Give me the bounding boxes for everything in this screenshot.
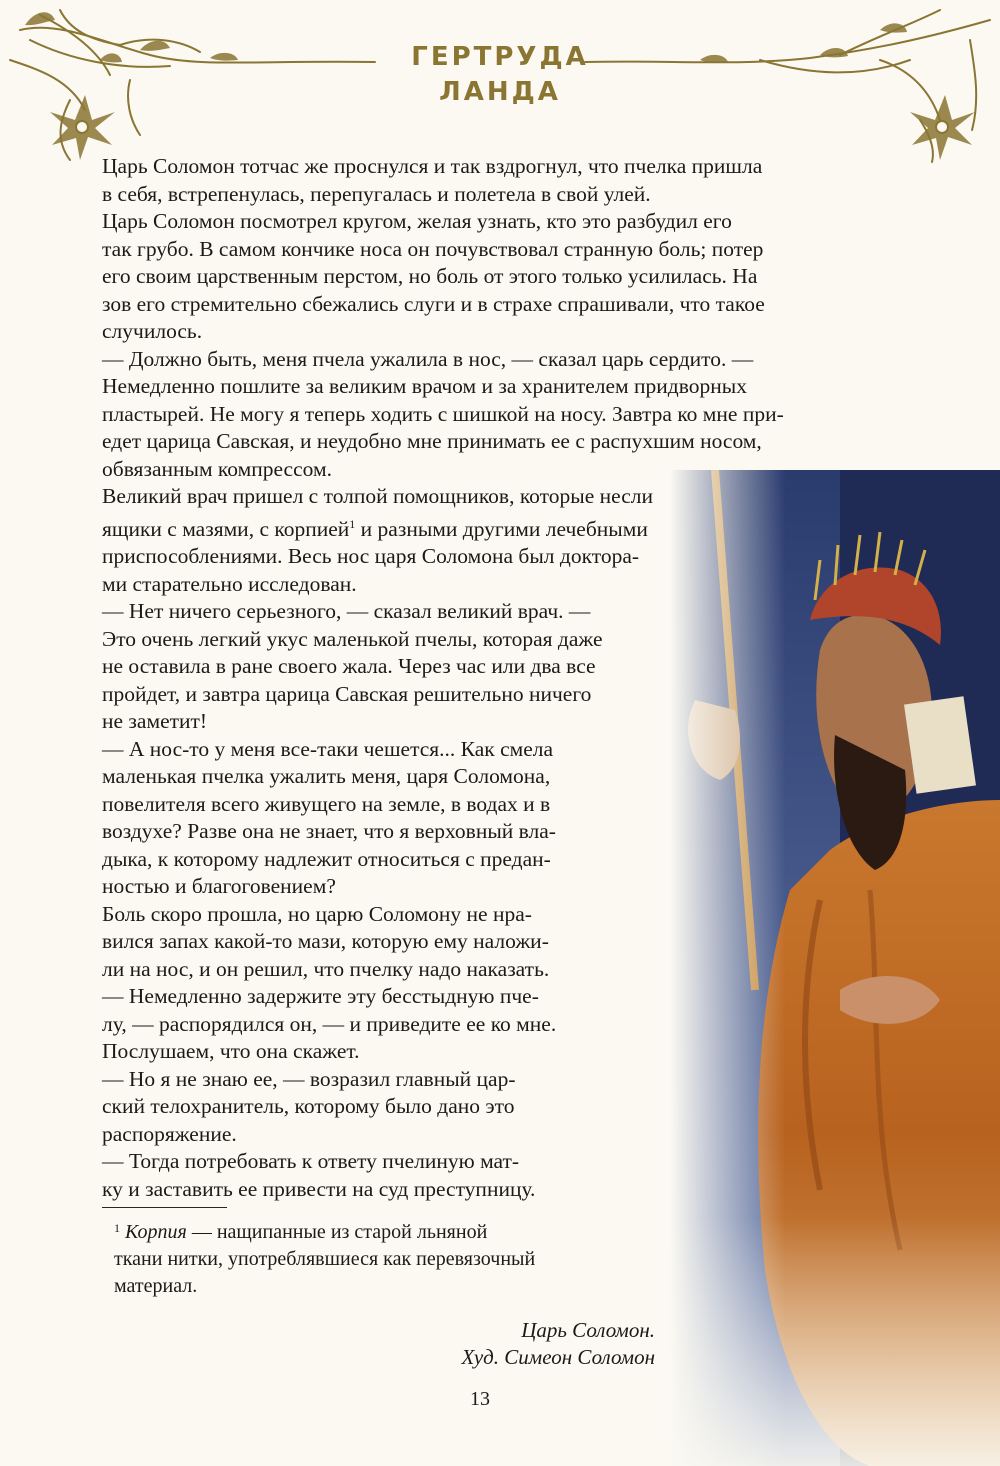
footnote-divider: [102, 1207, 227, 1208]
footnote-line: материал.: [114, 1275, 198, 1297]
text-line: — Тогда потребовать к ответу пчелиную мат-: [102, 1149, 520, 1173]
footnote-term: Корпия: [125, 1221, 187, 1243]
paragraph-9: [102, 1066, 687, 1149]
text-line: Это очень легкий укус маленькой пчелы, которая даже: [102, 626, 603, 651]
page-number: 13: [470, 1388, 490, 1410]
text-line: Боль скоро прошла, но царю Соломону не нра-: [102, 901, 532, 926]
illustration-caption: [462, 1317, 655, 1371]
text-line: его своим царственным перстом, но боль от этого только усилилась. На: [102, 264, 758, 288]
footnote-line: ткани нитки, употреблявшиеся как перевязочный: [114, 1248, 536, 1270]
text-line: — Нет ничего серьезного, — сказал великий врач. —: [102, 599, 591, 623]
text-line: маленькая пчелка ужалить меня, царя Соломона,: [102, 764, 551, 788]
text-line: так грубо. В самом кончике носа он почувствовал странную боль; потер: [102, 236, 764, 261]
text-line: ский телохранитель, которому было дано это: [102, 1094, 515, 1118]
text-line: в себя, встрепенулась, перепугалась и полетела в свой улей.: [102, 181, 651, 206]
text-line: зов его стремительно сбежались слуги и в страхе спрашивали, что такое: [102, 291, 765, 316]
text-line: Немедленно пошлите за великим врачом и за хранителем придворных: [102, 374, 747, 398]
text-line-start: ящики с мазями, с корпией: [102, 516, 350, 541]
text-line-end: и разными другими лечебными: [355, 516, 648, 541]
text-line: Царь Соломон посмотрел кругом, желая узнать, кто это разбудил его: [102, 209, 732, 233]
text-line: приспособлениями. Весь нос царя Соломона был доктора-: [102, 544, 640, 568]
footnote-definition: — нащипанные из старой льняной: [186, 1221, 488, 1243]
text-line: пройдет, и завтра царица Савская решительно ничего: [102, 681, 592, 706]
text-line: дыка, к которому надлежит относиться с предан-: [102, 846, 551, 871]
text-line: едет царица Савская, и неудобно мне принимать ее с распухшим носом,: [102, 429, 762, 453]
text-line: Послушаем, что она скажет.: [102, 1039, 360, 1063]
text-line: — Должно быть, меня пчела ужалила в нос, — сказал царь сердито. —: [102, 346, 754, 371]
paragraph-6: [102, 736, 687, 901]
text-line: повелителя всего живущего на земле, в водах и в: [102, 791, 551, 816]
text-line: ностью и благоговением?: [102, 874, 336, 898]
caption-artist: Худ. Симеон Соломон: [461, 1345, 655, 1369]
header-title-line1: ГЕРТРУДА: [411, 42, 589, 72]
paragraph-8: [102, 983, 687, 1066]
text-line: обвязанным компрессом.: [102, 456, 332, 481]
header-title-line2: ЛАНДА: [439, 77, 561, 108]
text-line: Великий врач пришел с толпой помощников, которые несли: [102, 484, 653, 508]
text-line: [102, 511, 687, 544]
paragraph-4: [102, 483, 687, 598]
text-line: — А нос-то у меня все-таки чешется... Как смела: [102, 736, 554, 761]
text-line: воздухе? Разве она не знает, что я верховный вла-: [102, 819, 556, 843]
floral-ornament-left-icon: [0, 0, 380, 165]
text-line: ку и заставить ее привести на суд преступницу.: [102, 1176, 536, 1201]
text-line: не заметит!: [102, 709, 208, 733]
footnote-number: 1: [114, 1221, 120, 1235]
text-line: пластырей. Не могу я теперь ходить с шишкой на носу. Завтра ко мне при-: [102, 401, 784, 426]
text-line: ли на нос, и он решил, что пчелку надо наказать.: [102, 956, 550, 981]
paragraph-3: [102, 346, 887, 484]
text-line: распоряжение.: [102, 1121, 237, 1146]
text-line: — Немедленно задержите эту бесстыдную пче-: [102, 984, 539, 1008]
text-line: вился запах какой-то мази, которую ему наложи-: [102, 929, 549, 953]
paragraph-7: [102, 901, 687, 984]
text-line: Царь Соломон тотчас же проснулся и так вздрогнул, что пчелка пришла: [102, 154, 763, 178]
text-line: случилось.: [102, 319, 203, 343]
paragraph-5: [102, 598, 687, 736]
text-line: ми старательно исследован.: [102, 571, 357, 596]
caption-title: Царь Соломон.: [521, 1318, 655, 1342]
footnote-marker: 1: [349, 516, 356, 531]
footnote-line: [114, 1215, 634, 1246]
footnote: [114, 1215, 634, 1300]
text-line: лу, — распорядился он, — и приведите ее ко мне.: [102, 1011, 557, 1036]
text-line: не оставила в ране своего жала. Через час или два все: [102, 654, 596, 678]
floral-ornament-right-icon: [580, 0, 1000, 165]
paragraph-2: [102, 208, 887, 346]
paragraph-10: [102, 1148, 687, 1203]
paragraph-1: [102, 153, 887, 208]
text-line: — Но я не знаю ее, — возразил главный цар-: [102, 1066, 516, 1091]
story-text: [102, 153, 887, 1203]
